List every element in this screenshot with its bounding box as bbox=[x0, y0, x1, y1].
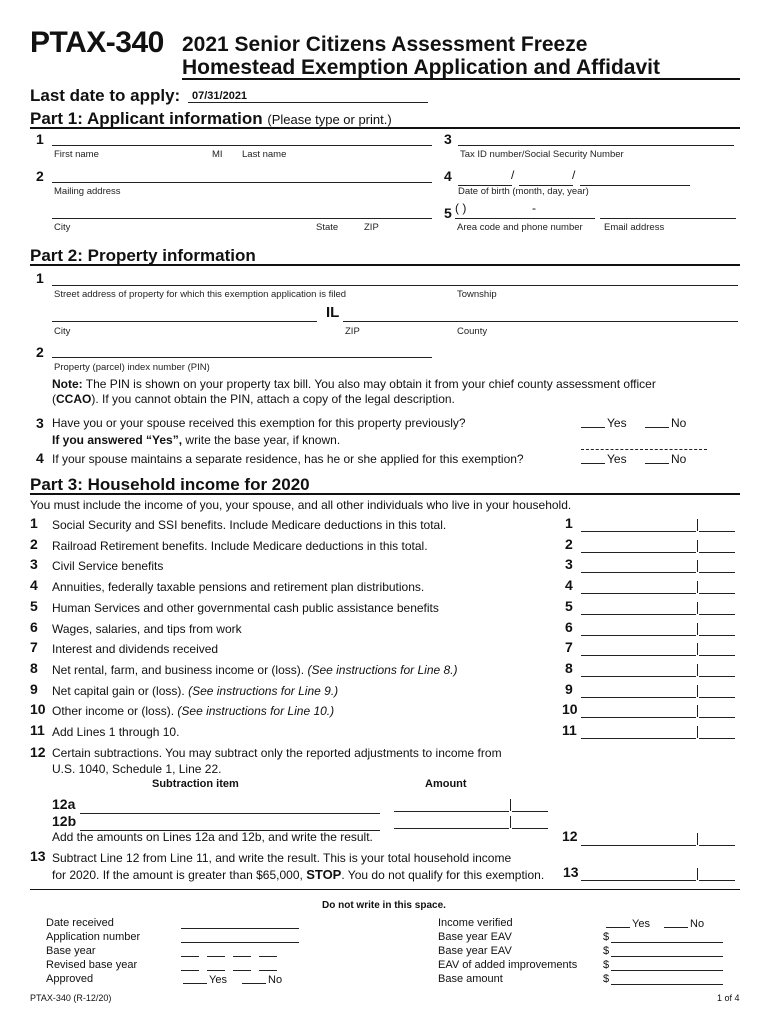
income-line-right-number: 2 bbox=[565, 535, 573, 552]
last-date-label: Last date to apply: bbox=[30, 86, 181, 105]
office-left-label: Revised base year bbox=[46, 959, 138, 971]
q3-yes[interactable]: Yes bbox=[581, 416, 627, 430]
application-number-field[interactable] bbox=[181, 942, 299, 943]
income-verified-no[interactable]: No bbox=[664, 917, 704, 930]
name-line bbox=[52, 145, 432, 146]
office-right-label: Income verified bbox=[438, 917, 513, 929]
prop-city-label: City bbox=[54, 326, 71, 337]
q3-no[interactable]: No bbox=[645, 416, 686, 430]
income-line-right-number: 6 bbox=[565, 618, 573, 635]
income-line-right-number: 5 bbox=[565, 597, 573, 614]
part3-rule bbox=[30, 493, 740, 495]
income-line-number: 4 bbox=[30, 577, 38, 594]
office-left-label: Date received bbox=[46, 917, 114, 929]
base-year-input[interactable] bbox=[581, 431, 707, 450]
office-amount-field[interactable] bbox=[611, 970, 723, 971]
office-amount-field[interactable] bbox=[611, 942, 723, 943]
base-year-field[interactable] bbox=[207, 956, 225, 957]
q3-text: Have you or your spouse received this exemption for this property previously? bbox=[52, 416, 466, 430]
office-amount-field[interactable] bbox=[611, 956, 723, 957]
dob-month-input[interactable] bbox=[458, 167, 515, 186]
income-line-number: 1 bbox=[30, 515, 38, 531]
last-date-value: 07/31/2021 bbox=[192, 90, 248, 102]
revised-base-year-field[interactable] bbox=[233, 970, 251, 971]
dob-slash-1: / bbox=[511, 168, 515, 182]
income-line-number: 11 bbox=[30, 722, 45, 738]
q4-text: If your spouse maintains a separate residence, has he or she applied for this exemption? bbox=[52, 452, 524, 466]
income-line-text: Net capital gain or (loss). (See instructions for Line 9.) bbox=[52, 683, 339, 698]
q3-follow: If you answered “Yes”, write the base year, if known. bbox=[52, 433, 341, 447]
income-line-number: 6 bbox=[30, 618, 38, 635]
income-line-text: Railroad Retirement benefits. Include Medicare deductions in this total. bbox=[52, 538, 428, 553]
l12-text-b: U.S. 1040, Schedule 1, Line 22. bbox=[52, 762, 222, 776]
street-label: Street address of property for which this exemption application is filed bbox=[54, 289, 347, 300]
income-line-number: 8 bbox=[30, 659, 38, 676]
office-left-label: Approved bbox=[46, 973, 94, 985]
l12-right-number: 12 bbox=[562, 828, 578, 844]
email-label: Email address bbox=[604, 222, 665, 233]
q4-no[interactable]: No bbox=[645, 452, 686, 466]
mailing-line bbox=[52, 182, 432, 183]
l13-right-number: 13 bbox=[563, 864, 579, 880]
mailing-label: Mailing address bbox=[54, 186, 121, 197]
q4-yes[interactable]: Yes bbox=[581, 452, 627, 466]
office-right-label: Base year EAV bbox=[438, 945, 512, 957]
phone-dash: - bbox=[532, 201, 536, 215]
dollar-sign: $ bbox=[603, 973, 610, 985]
income-line-text: Social Security and SSI benefits. Include Medicare deductions in this total. bbox=[52, 518, 447, 532]
l12b-label: 12b bbox=[52, 813, 77, 829]
part2-heading: Part 2: Property information bbox=[30, 246, 256, 265]
part1-heading: Part 1: Applicant information (Please type or print.) bbox=[30, 109, 392, 128]
township-label: Township bbox=[457, 289, 497, 300]
tax-id-line bbox=[458, 145, 734, 146]
first-name-label: First name bbox=[54, 149, 99, 160]
pin-line bbox=[52, 357, 432, 358]
part1-rule bbox=[30, 127, 740, 129]
prop-zip-label: ZIP bbox=[345, 326, 360, 337]
phone-paren: ( ) bbox=[455, 201, 467, 215]
revised-base-year-field[interactable] bbox=[259, 970, 277, 971]
income-line-text: Civil Service benefits bbox=[52, 559, 164, 574]
income-line-number: 7 bbox=[30, 639, 38, 656]
income-line-right-number: 11 bbox=[562, 722, 577, 738]
street-line bbox=[52, 285, 738, 286]
dob-label: Date of birth (month, day, year) bbox=[458, 186, 589, 197]
income-line-number: 2 bbox=[30, 535, 38, 552]
office-rule bbox=[30, 889, 740, 890]
dollar-sign: $ bbox=[603, 945, 610, 957]
l13-text-b: for 2020. If the amount is greater than $65,000, STOP. You do not qualify for this exemption. bbox=[52, 867, 545, 882]
form-title-line2: Homestead Exemption Application and Affidavit bbox=[182, 56, 660, 79]
income-line-text: Wages, salaries, and tips from work bbox=[52, 621, 242, 636]
income-line-number: 3 bbox=[30, 556, 38, 573]
base-year-field[interactable] bbox=[181, 956, 199, 957]
income-line-right-number: 9 bbox=[565, 680, 573, 697]
l12-text-a: Certain subtractions. You may subtract only the reported adjustments to income from bbox=[52, 746, 502, 760]
income-line-text: Add Lines 1 through 10. bbox=[52, 725, 180, 739]
zip-county-line bbox=[343, 321, 738, 322]
l13-text-a: Subtract Line 12 from Line 11, and write the result. This is your total household income bbox=[52, 851, 512, 865]
p2-n4: 4 bbox=[36, 450, 44, 466]
county-label: County bbox=[457, 326, 488, 337]
email-line bbox=[600, 218, 736, 219]
state-label: State bbox=[316, 222, 339, 233]
phone-line bbox=[455, 218, 595, 219]
l12a-label: 12a bbox=[52, 796, 76, 812]
mi-label: MI bbox=[212, 149, 223, 160]
pin-note-2: (CCAO). If you cannot obtain the PIN, attach a copy of the legal description. bbox=[52, 392, 455, 406]
office-right-label: Base year EAV bbox=[438, 931, 512, 943]
form-code: PTAX-340 (R-12/20) bbox=[30, 993, 112, 1003]
income-line-right-number: 10 bbox=[562, 701, 578, 718]
city-label: City bbox=[54, 222, 71, 233]
income-line-text: Annuities, federally taxable pensions and retirement plan distributions. bbox=[52, 580, 425, 595]
revised-base-year-field[interactable] bbox=[181, 970, 199, 971]
base-year-field[interactable] bbox=[233, 956, 251, 957]
tax-id-label: Tax ID number/Social Security Number bbox=[460, 149, 624, 160]
dob-day-input[interactable] bbox=[519, 167, 576, 186]
zip-label: ZIP bbox=[364, 222, 379, 233]
approved-yes[interactable]: Yes bbox=[183, 973, 227, 986]
date-received-field[interactable] bbox=[181, 928, 299, 929]
income-line-text: Other income or (loss). (See instructions for Line 10.) bbox=[52, 704, 335, 719]
office-right-label: Base amount bbox=[438, 973, 503, 985]
l12-total-text: Add the amounts on Lines 12a and 12b, and write the result. bbox=[52, 830, 373, 844]
page-number: 1 of 4 bbox=[717, 993, 740, 1003]
p2-n3: 3 bbox=[36, 415, 44, 431]
office-right-label: EAV of added improvements bbox=[438, 959, 578, 971]
office-left-label: Base year bbox=[46, 945, 96, 957]
p1-n1: 1 bbox=[36, 131, 44, 147]
income-line-right-number: 4 bbox=[565, 577, 573, 594]
dollar-sign: $ bbox=[603, 931, 610, 943]
income-line-right-number: 7 bbox=[565, 639, 573, 656]
city-line bbox=[52, 218, 432, 219]
form-title-line1: 2021 Senior Citizens Assessment Freeze bbox=[182, 33, 588, 56]
amount-header: Amount bbox=[425, 778, 467, 790]
p1-n3: 3 bbox=[444, 131, 452, 147]
title-rule bbox=[182, 78, 740, 80]
dollar-sign: $ bbox=[603, 959, 610, 971]
income-line-right-number: 3 bbox=[565, 556, 573, 573]
p2-n1: 1 bbox=[36, 270, 44, 286]
l12b-item-input[interactable] bbox=[80, 812, 380, 831]
p1-n5: 5 bbox=[444, 205, 452, 221]
state-il: IL bbox=[326, 304, 340, 321]
last-name-label: Last name bbox=[242, 149, 287, 160]
base-year-field[interactable] bbox=[259, 956, 277, 957]
part3-heading: Part 3: Household income for 2020 bbox=[30, 475, 310, 494]
office-amount-field[interactable] bbox=[611, 984, 723, 985]
revised-base-year-field[interactable] bbox=[207, 970, 225, 971]
phone-label: Area code and phone number bbox=[457, 222, 583, 233]
income-line-number: 9 bbox=[30, 680, 38, 697]
income-line-right-number: 1 bbox=[565, 515, 573, 531]
part3-intro: You must include the income of you, your spouse, and all other individuals who live in your household. bbox=[30, 498, 572, 512]
last-date-line bbox=[188, 102, 428, 103]
income-line-text: Interest and dividends received bbox=[52, 642, 219, 657]
p1-n4: 4 bbox=[444, 168, 452, 184]
l13-number: 13 bbox=[30, 848, 46, 864]
office-left-label: Application number bbox=[46, 931, 141, 943]
pin-note: Note: The PIN is shown on your property tax bill. You also may obtain it from your chief county assessment officer bbox=[52, 377, 656, 391]
p1-n2: 2 bbox=[36, 168, 44, 184]
income-line-text: Human Services and other governmental cash public assistance benefits bbox=[52, 600, 439, 615]
approved-no[interactable]: No bbox=[242, 973, 282, 986]
p2-n2: 2 bbox=[36, 344, 44, 360]
subtraction-item-header: Subtraction item bbox=[152, 778, 239, 790]
office-heading: Do not write in this space. bbox=[322, 900, 446, 911]
part2-rule bbox=[30, 264, 740, 266]
form-id: PTAX-340 bbox=[30, 26, 164, 59]
dob-year-input[interactable] bbox=[580, 167, 690, 186]
prop-city-line bbox=[52, 321, 317, 322]
income-line-number: 5 bbox=[30, 597, 38, 614]
pin-label: Property (parcel) index number (PIN) bbox=[54, 362, 210, 373]
income-line-number: 10 bbox=[30, 701, 46, 718]
l12-number: 12 bbox=[30, 744, 46, 760]
dob-slash-2: / bbox=[572, 168, 576, 182]
income-verified-yes[interactable]: Yes bbox=[606, 917, 650, 930]
income-line-text: Net rental, farm, and business income or (loss). (See instructions for Line 8.) bbox=[52, 662, 458, 677]
income-line-right-number: 8 bbox=[565, 659, 573, 676]
